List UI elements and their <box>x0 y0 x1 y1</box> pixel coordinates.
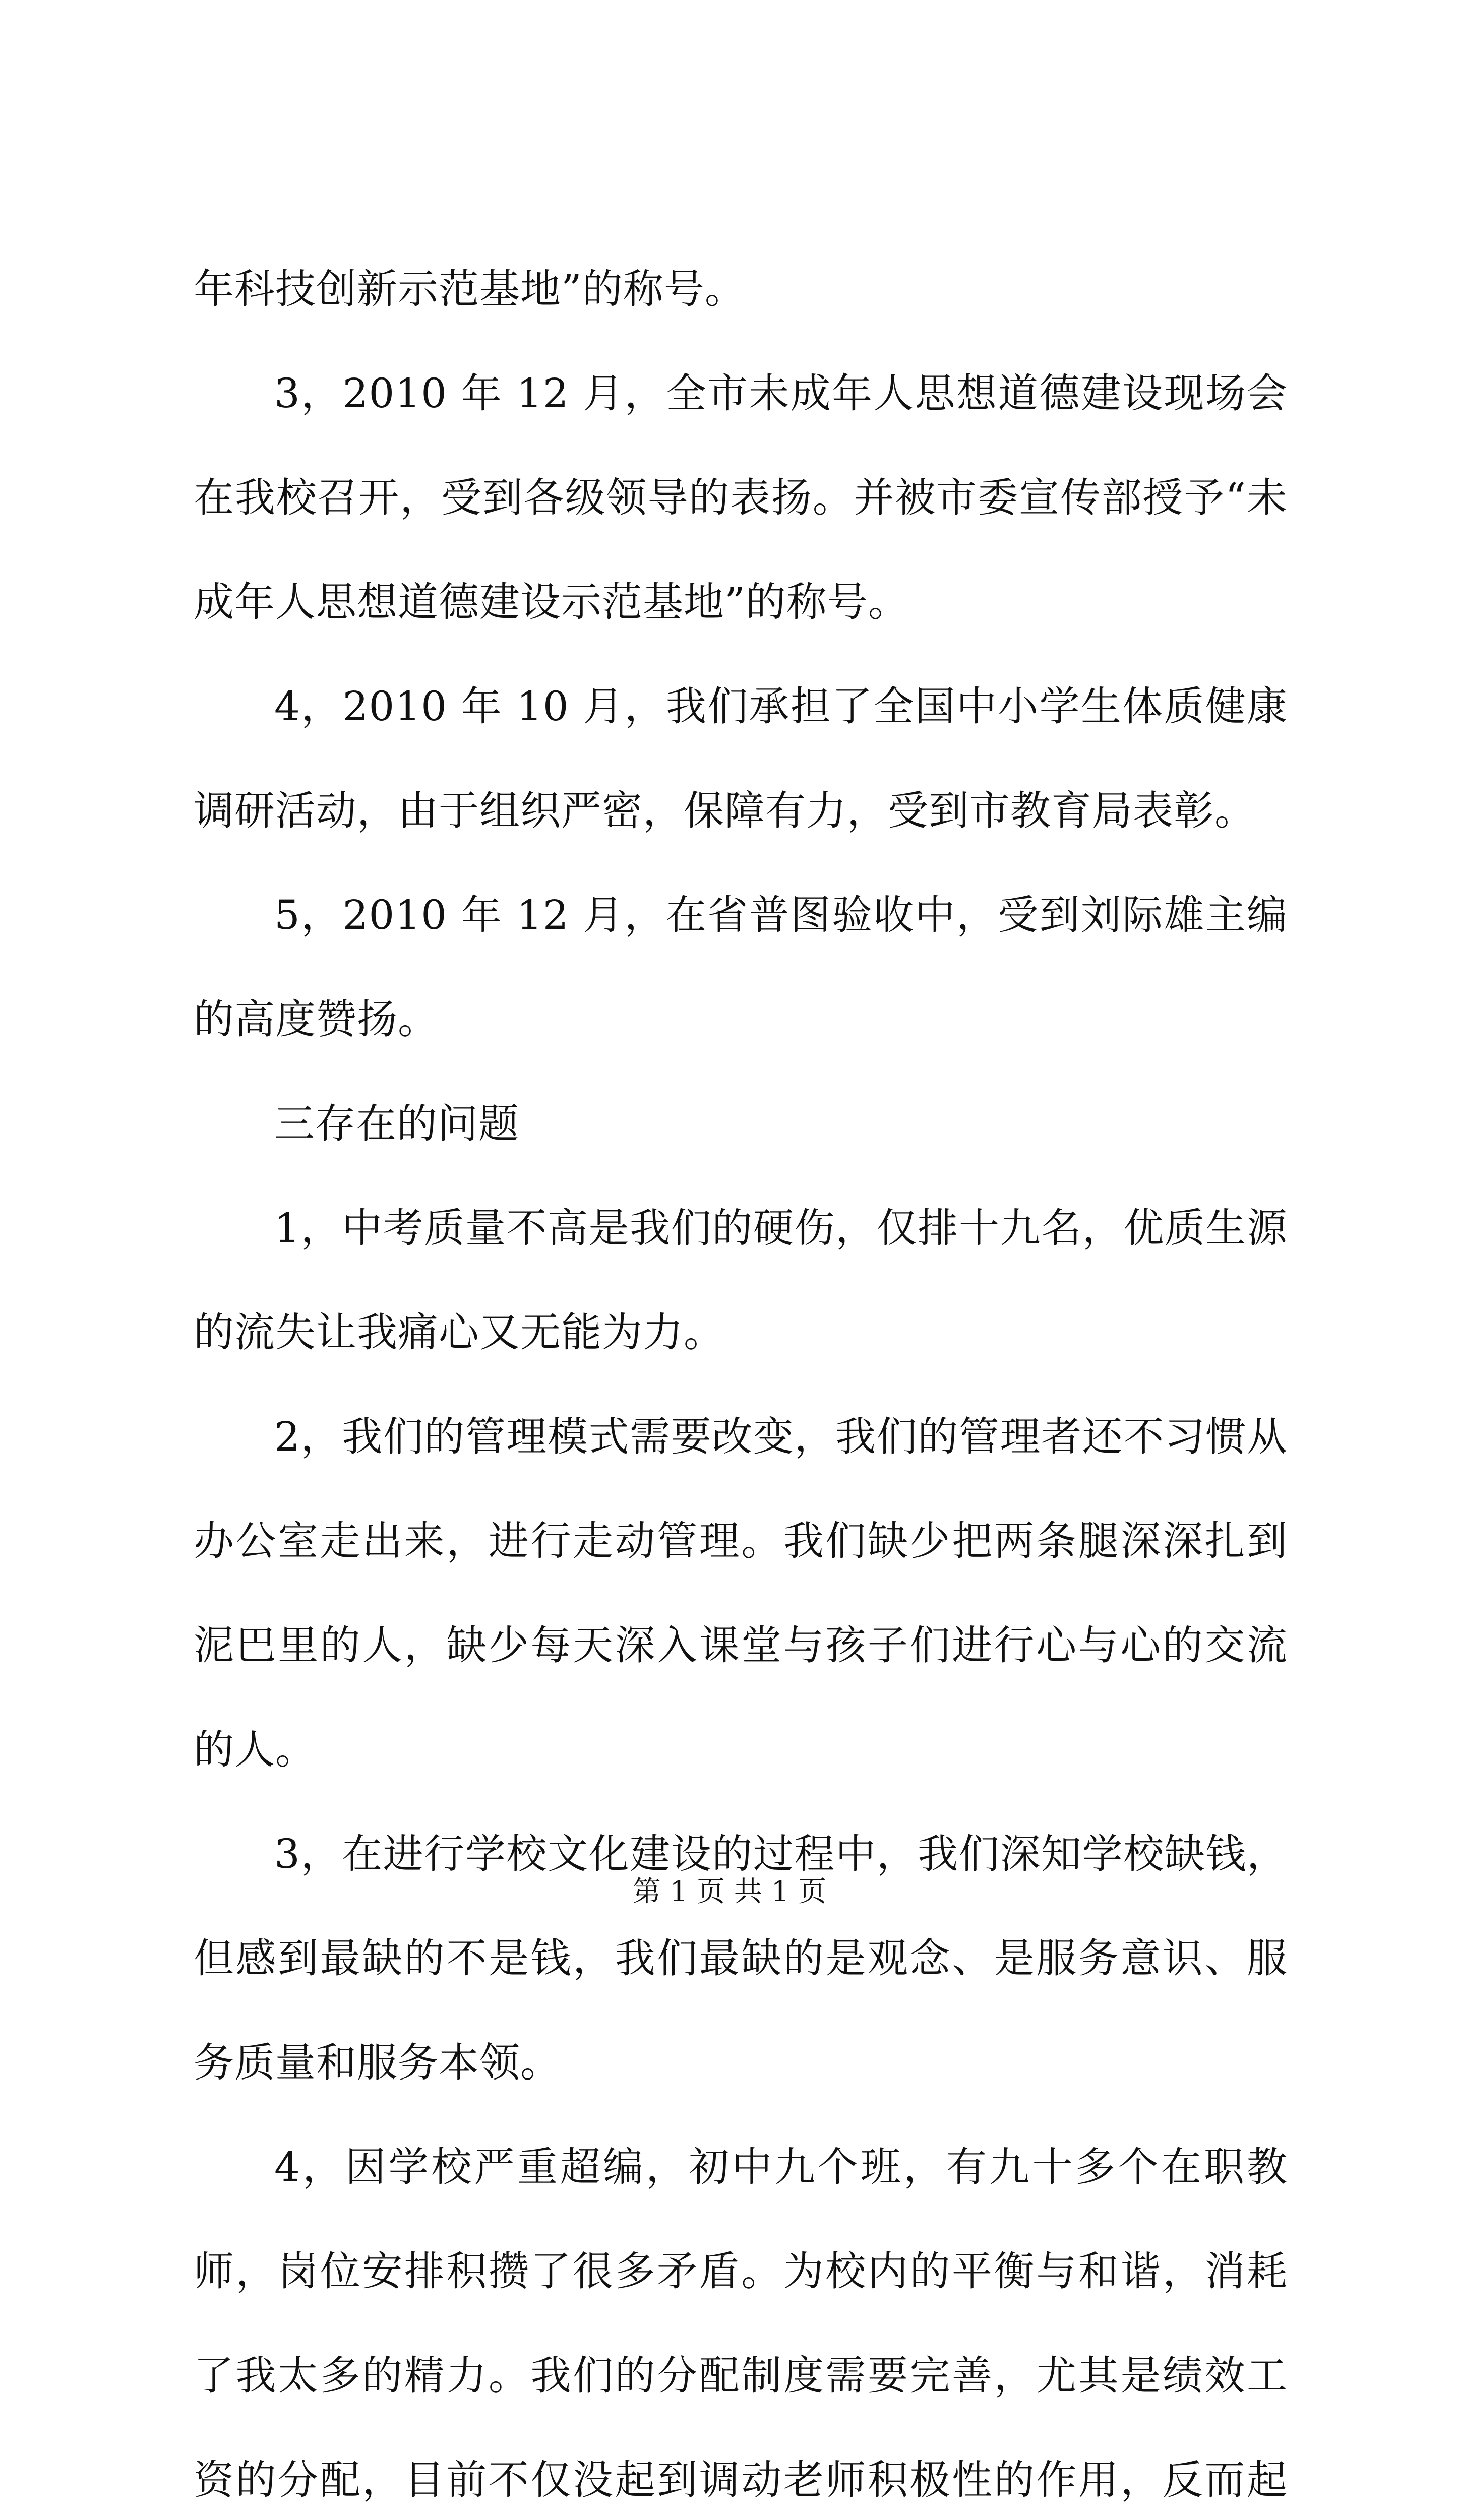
paragraph-continuation: 年科技创新示范基地”的称号。 <box>194 266 746 312</box>
paragraph-problem-4: 4，因学校严重超编，初中九个班，有九十多个在职教师，岗位安排积攒了很多矛盾。为校内的平衡与和谐，消耗了我太多的精力。我们的分配制度需要完善，尤其是绩效工资的分配，目前不仅没起到调动老师积极性的作用，反而起 <box>194 2144 1288 2503</box>
paragraph-problem-1: 1，中考质量不高是我们的硬伤，仅排十九名，优质生源的流失让我痛心又无能为力。 <box>194 1205 1288 1356</box>
section-heading-problems: 三存在的问题 <box>274 1100 519 1147</box>
page-footer: 第 1 页 共 1 页 <box>632 1875 827 1908</box>
paragraph-item-3-2010-dec: 3，2010 年 12 月，全市未成年人思想道德建设现场会在我校召开，受到各级领导的表扬。并被市委宣传部授予“未成年人思想道德建设示范基地”的称号。 <box>194 370 1288 625</box>
paragraph-problem-2: 2，我们的管理模式需要改变，我们的管理者还不习惯从办公室走出来，进行走动管理。我们缺少把两条腿深深扎到泥巴里的人，缺少每天深入课堂与孩子们进行心与心的交流的人。 <box>194 1413 1288 1773</box>
paragraph-item-4-2010-oct: 4，2010 年 10 月，我们承担了全国中小学生体质健康调研活动，由于组织严密，保障有力，受到市教育局表彰。 <box>194 683 1288 834</box>
paragraph-problem-3: 3，在进行学校文化建设的过程中，我们深知学校缺钱，但感到最缺的不是钱，我们最缺的是观念、是服务意识、服务质量和服务本领。 <box>194 1831 1288 2086</box>
document-body <box>194 237 1288 2520</box>
paragraph-item-5-2010-dec: 5，2010 年 12 月，在省普图验收中，受到刘际雄主编的高度赞扬。 <box>194 892 1288 1043</box>
